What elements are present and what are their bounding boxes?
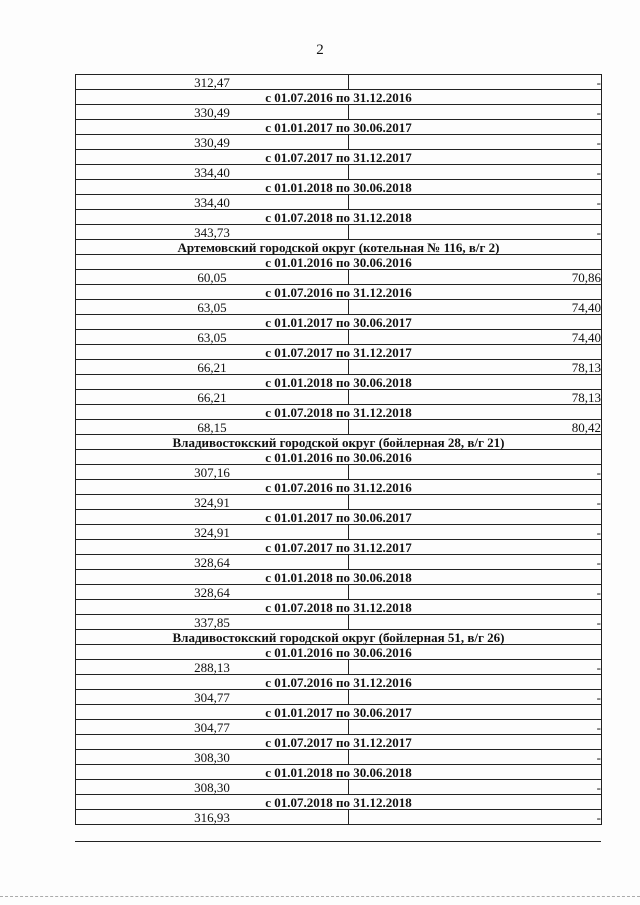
tariff-value-population: 68,15 (76, 420, 349, 435)
tariff-value-row (76, 555, 602, 570)
tariff-value-other: - (349, 525, 602, 540)
period-row (76, 450, 602, 465)
tariff-value-population: 330,49 (76, 105, 349, 120)
tariff-value-row (76, 465, 602, 480)
tariff-value-other: - (349, 75, 602, 90)
period-row (76, 675, 602, 690)
tariff-value-row (76, 75, 602, 90)
period-row (76, 315, 602, 330)
period-row (76, 90, 602, 105)
tariff-value-other: - (349, 750, 602, 765)
tariff-value-row (76, 420, 602, 435)
period-label: с 01.07.2017 по 31.12.2017 (76, 540, 602, 555)
tariff-value-population: 304,77 (76, 720, 349, 735)
section-title: Владивостокский городской округ (бойлерная 28, в/г 21) (76, 435, 602, 450)
tariff-value-other: 70,86 (349, 270, 602, 285)
tariff-value-other: 74,40 (349, 330, 602, 345)
period-row (76, 645, 602, 660)
tariff-value-population: 307,16 (76, 465, 349, 480)
period-row (76, 570, 602, 585)
tariff-value-row (76, 300, 602, 315)
tariff-value-row (76, 525, 602, 540)
tariff-value-population: 330,49 (76, 135, 349, 150)
tariff-value-row (76, 330, 602, 345)
tariff-value-population: 334,40 (76, 165, 349, 180)
tariff-value-row (76, 690, 602, 705)
period-label: с 01.07.2017 по 31.12.2017 (76, 150, 602, 165)
period-label: с 01.01.2017 по 30.06.2017 (76, 120, 602, 135)
period-label: с 01.07.2016 по 31.12.2016 (76, 480, 602, 495)
period-label: с 01.01.2016 по 30.06.2016 (76, 645, 602, 660)
period-label: с 01.07.2018 по 31.12.2018 (76, 600, 602, 615)
period-label: с 01.01.2016 по 30.06.2016 (76, 450, 602, 465)
tariff-value-row (76, 780, 602, 795)
period-label: с 01.01.2017 по 30.06.2017 (76, 705, 602, 720)
tariff-value-population: 312,47 (76, 75, 349, 90)
period-label: с 01.01.2016 по 30.06.2016 (76, 255, 602, 270)
period-label: с 01.07.2018 по 31.12.2018 (76, 795, 602, 810)
period-row (76, 210, 602, 225)
period-row (76, 480, 602, 495)
period-row (76, 285, 602, 300)
tariff-value-row (76, 360, 602, 375)
period-label: с 01.07.2018 по 31.12.2018 (76, 405, 602, 420)
period-row (76, 540, 602, 555)
period-row (76, 600, 602, 615)
tariff-value-other: 74,40 (349, 300, 602, 315)
tariff-value-other: - (349, 195, 602, 210)
tariff-value-other: 78,13 (349, 390, 602, 405)
tariff-value-row (76, 270, 602, 285)
period-row (76, 735, 602, 750)
tariff-value-row (76, 585, 602, 600)
tariff-value-population: 334,40 (76, 195, 349, 210)
tariff-value-population: 324,91 (76, 495, 349, 510)
tariff-value-population: 308,30 (76, 750, 349, 765)
tariff-table (75, 74, 602, 825)
section-header-row (76, 630, 602, 645)
tariff-value-row (76, 615, 602, 630)
tariff-value-row (76, 390, 602, 405)
period-row (76, 795, 602, 810)
period-row (76, 150, 602, 165)
section-title: Владивостокский городской округ (бойлерная 51, в/г 26) (76, 630, 602, 645)
tariff-value-other: 78,13 (349, 360, 602, 375)
period-row (76, 510, 602, 525)
tariff-value-population: 304,77 (76, 690, 349, 705)
period-label: с 01.07.2017 по 31.12.2017 (76, 345, 602, 360)
tariff-value-population: 328,64 (76, 585, 349, 600)
tariff-value-other: - (349, 810, 602, 825)
tariff-value-other: - (349, 690, 602, 705)
period-row (76, 120, 602, 135)
tariff-value-row (76, 660, 602, 675)
tariff-value-other: - (349, 615, 602, 630)
tariff-value-population: 308,30 (76, 780, 349, 795)
tariff-value-population: 324,91 (76, 525, 349, 540)
tariff-value-other: - (349, 465, 602, 480)
tariff-value-other: - (349, 780, 602, 795)
period-label: с 01.01.2018 по 30.06.2018 (76, 375, 602, 390)
tariff-value-other: - (349, 165, 602, 180)
tariff-value-row (76, 495, 602, 510)
period-row (76, 180, 602, 195)
tariff-value-population: 337,85 (76, 615, 349, 630)
period-label: с 01.07.2017 по 31.12.2017 (76, 735, 602, 750)
tariff-value-other: 80,42 (349, 420, 602, 435)
tariff-value-population: 66,21 (76, 360, 349, 375)
period-label: с 01.07.2016 по 31.12.2016 (76, 675, 602, 690)
period-label: с 01.01.2018 по 30.06.2018 (76, 570, 602, 585)
period-row (76, 705, 602, 720)
period-label: с 01.07.2016 по 31.12.2016 (76, 285, 602, 300)
period-label: с 01.01.2017 по 30.06.2017 (76, 315, 602, 330)
tariff-value-other: - (349, 105, 602, 120)
tariff-value-row (76, 810, 602, 825)
scan-edge-line (0, 896, 640, 897)
page-number: 2 (316, 42, 324, 58)
tariff-value-row (76, 225, 602, 240)
period-row (76, 375, 602, 390)
period-label: с 01.07.2016 по 31.12.2016 (76, 90, 602, 105)
tariff-value-other: - (349, 135, 602, 150)
tariff-value-other: - (349, 660, 602, 675)
tariff-value-population: 60,05 (76, 270, 349, 285)
tariff-value-row (76, 105, 602, 120)
tariff-value-population: 343,73 (76, 225, 349, 240)
tariff-value-row (76, 195, 602, 210)
tariff-value-other: - (349, 585, 602, 600)
section-title: Артемовский городской округ (котельная № 116, в/г 2) (76, 240, 602, 255)
tariff-value-row (76, 750, 602, 765)
tariff-table-body (76, 75, 602, 825)
period-row (76, 405, 602, 420)
tariff-value-population: 288,13 (76, 660, 349, 675)
tariff-value-population: 328,64 (76, 555, 349, 570)
period-label: с 01.01.2017 по 30.06.2017 (76, 510, 602, 525)
period-row (76, 255, 602, 270)
tariff-value-population: 66,21 (76, 390, 349, 405)
period-row (76, 765, 602, 780)
tariff-value-population: 63,05 (76, 300, 349, 315)
tariff-value-other: - (349, 555, 602, 570)
tariff-value-row (76, 720, 602, 735)
tariff-value-other: - (349, 225, 602, 240)
tariff-value-population: 63,05 (76, 330, 349, 345)
section-header-row (76, 435, 602, 450)
tariff-value-population: 316,93 (76, 810, 349, 825)
period-label: с 01.01.2018 по 30.06.2018 (76, 765, 602, 780)
period-label: с 01.07.2018 по 31.12.2018 (76, 210, 602, 225)
table-bottom-border (75, 841, 601, 842)
tariff-value-other: - (349, 495, 602, 510)
period-label: с 01.01.2018 по 30.06.2018 (76, 180, 602, 195)
section-header-row (76, 240, 602, 255)
tariff-value-row (76, 135, 602, 150)
tariff-value-row (76, 165, 602, 180)
tariff-value-other: - (349, 720, 602, 735)
period-row (76, 345, 602, 360)
